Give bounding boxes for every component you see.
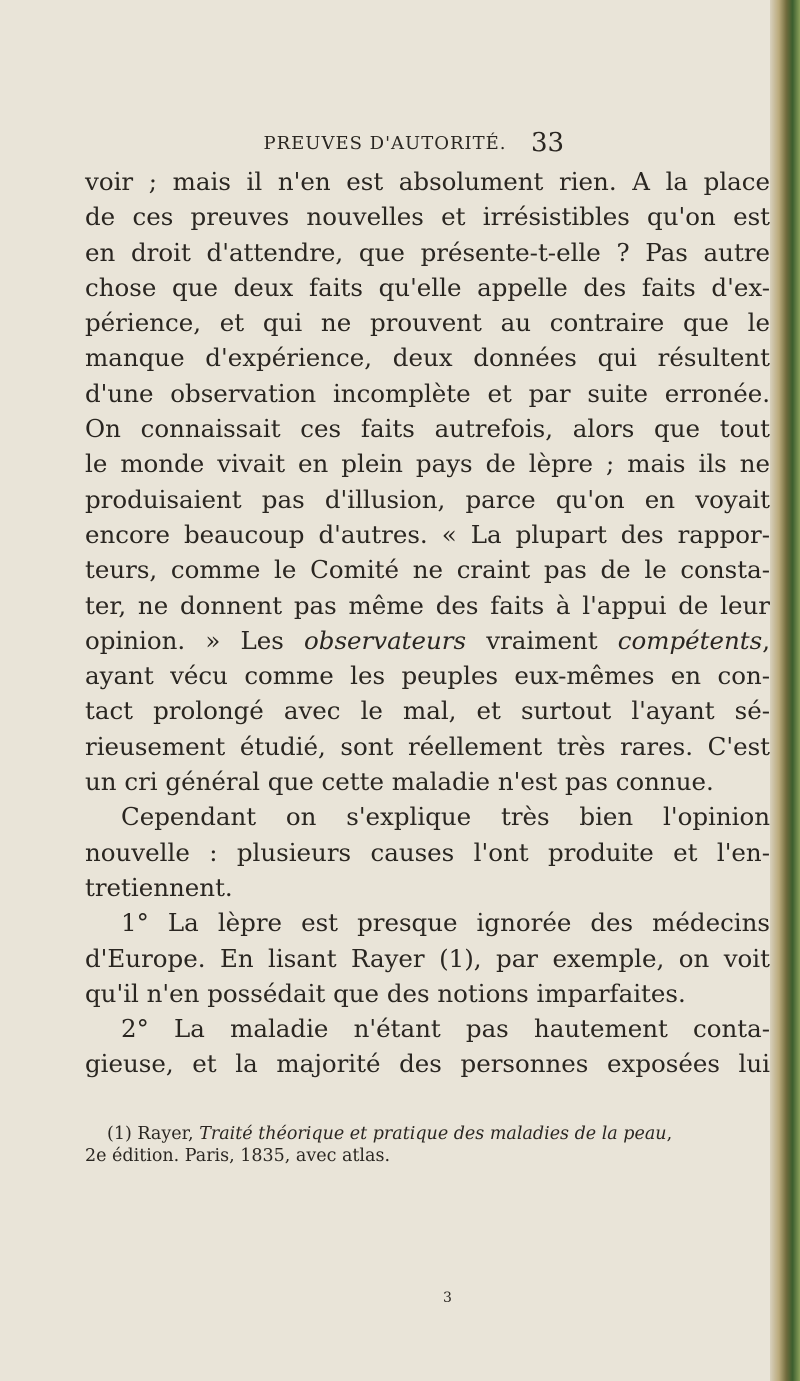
footnote <box>85 1123 770 1167</box>
running-header: PREUVES D'AUTORITÉ. <box>263 133 507 154</box>
text-line: gieuse, et la majorité des personnes exposées lui <box>85 1049 770 1079</box>
text-line: tact prolongé avec le mal, et surtout l'ayant sé- <box>85 696 770 726</box>
italic-term: compétents <box>617 625 763 655</box>
footnote-line <box>85 1123 770 1145</box>
text-line: voir ; mais il n'en est absolument rien. A la place <box>85 167 770 196</box>
text-segment: opinion. » Les <box>85 625 305 655</box>
text-line: produisaient pas d'illusion, parce qu'on en voyait <box>85 484 770 514</box>
paragraph-start-line: Cependant on s'explique très bien l'opinion <box>121 802 770 832</box>
paragraph-start-line: 2° La maladie n'étant pas hautement conta- <box>121 1014 770 1044</box>
footnote-title: Traité théorique et pratique des maladies de la peau <box>199 1124 667 1144</box>
text-line: d'une observation incomplète et par suite erronée. <box>85 378 770 408</box>
text-line: ter, ne donnent pas même des faits à l'appui de leur <box>85 590 770 620</box>
text-line: le monde vivait en plein pays de lèpre ; mais ils ne <box>85 449 770 479</box>
paragraph-end-line: tretiennent. <box>85 872 233 902</box>
signature-mark: 3 <box>443 1290 452 1306</box>
text-line: de ces preuves nouvelles et irrésistibles qu'on est <box>85 202 770 232</box>
text-line: teurs, comme le Comité ne craint pas de le consta- <box>85 555 770 585</box>
text-line: chose que deux faits qu'elle appelle des faits d'ex- <box>85 272 770 302</box>
text-segment: vraiment <box>466 625 618 655</box>
paragraph-end-line: qu'il n'en possédait que des notions imparfaites. <box>85 978 686 1008</box>
text-line: rieusement étudié, sont réellement très rares. C'est <box>85 731 770 761</box>
body-text <box>85 164 770 1082</box>
page-number: 33 <box>531 128 565 158</box>
text-line: ayant vécu comme les peuples eux-mêmes en con- <box>85 661 770 691</box>
text-line: manque d'expérience, deux données qui résultent <box>85 343 770 373</box>
text-line: encore beaucoup d'autres. « La plupart des rappor- <box>85 519 770 549</box>
italic-term: observateurs <box>304 625 467 655</box>
text-line: On connaissait ces faits autrefois, alors que tout <box>85 414 770 444</box>
text-segment: , <box>762 625 770 655</box>
text-line: d'Europe. En lisant Rayer (1), par exemple, on voit <box>85 943 770 973</box>
text-line: nouvelle : plusieurs causes l'ont produite et l'en- <box>85 837 770 867</box>
text-line: en droit d'attendre, que présente-t-elle ? Pas autre <box>85 237 770 267</box>
paragraph-start-line: 1° La lèpre est presque ignorée des médecins <box>121 908 770 938</box>
footnote-line: 2e édition. Paris, 1835, avec atlas. <box>85 1146 391 1166</box>
footnote-text: , <box>666 1124 673 1144</box>
paragraph-end-line: un cri général que cette maladie n'est pas connue. <box>85 767 714 797</box>
page-edge <box>770 0 800 1381</box>
text-line-italic-terms <box>85 623 770 658</box>
text-line: périence, et qui ne prouvent au contraire que le <box>85 308 770 338</box>
footnote-text: (1) Rayer, <box>107 1124 200 1144</box>
